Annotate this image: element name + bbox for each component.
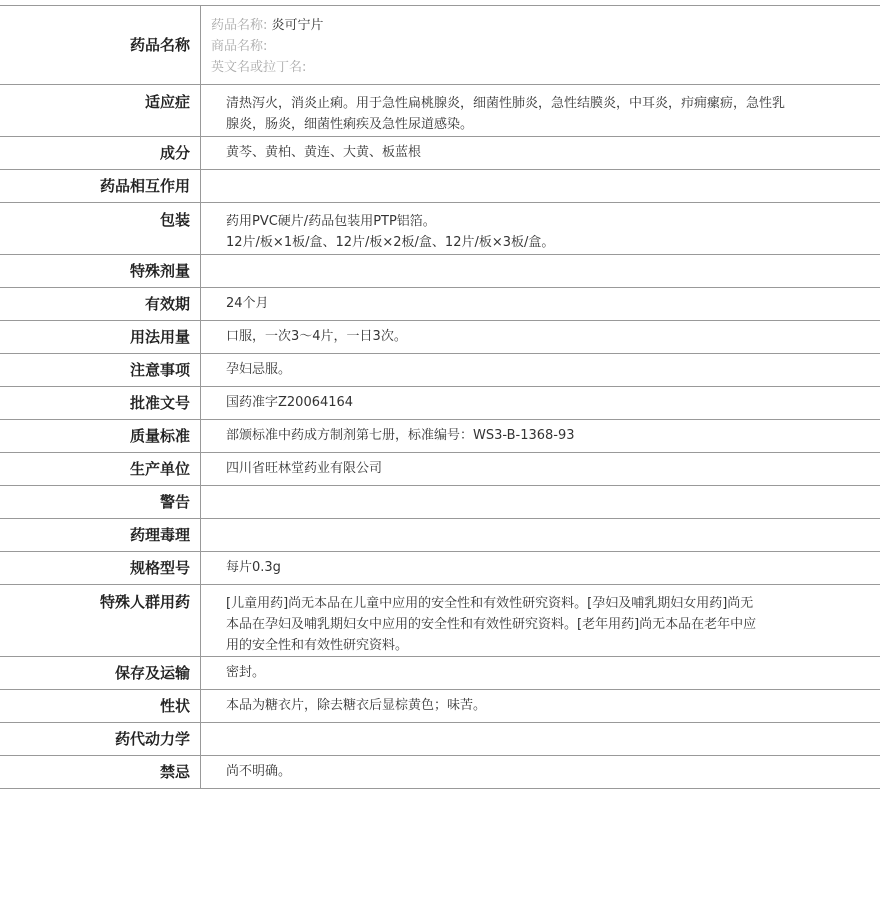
- row-usage: [0, 321, 880, 354]
- row-pharmacokinetics: [0, 723, 880, 756]
- label-cell: [0, 552, 201, 585]
- row-value: 每片0.3g: [226, 560, 281, 575]
- row-value: 口服，一次3～4片，一日3次。: [226, 329, 407, 344]
- label-cell: [0, 288, 201, 321]
- value-cell: [201, 690, 880, 723]
- label-cell: [0, 486, 201, 519]
- value-cell: [201, 486, 880, 519]
- row-description: [0, 690, 880, 723]
- row-label: 警告: [159, 493, 190, 511]
- row-value: 本品为糖衣片，除去糖衣后显棕黄色；味苦。: [226, 698, 487, 713]
- packaging-line-2: 12片/板×1板/盒、12片/板×2板/盒、12片/板×3板/盒。: [226, 235, 555, 250]
- row-value: [201, 486, 880, 491]
- row-label: 生产单位: [129, 460, 190, 478]
- label-cell: [0, 690, 201, 723]
- drug-spec-sheet: [0, 5, 880, 789]
- label-cell: [0, 137, 201, 170]
- label-cell: [0, 354, 201, 387]
- row-approval-number: [0, 387, 880, 420]
- row-value: [201, 255, 880, 260]
- drug-spec-table: [0, 5, 880, 789]
- label-cell: [0, 203, 201, 255]
- english-name-line: [211, 57, 870, 78]
- row-indications: [0, 85, 880, 137]
- row-value: 24个月: [226, 296, 269, 311]
- value-cell: [201, 552, 880, 585]
- row-value: [201, 170, 880, 175]
- label-cell: [0, 387, 201, 420]
- drug-name-key: 药品名称:: [211, 18, 268, 33]
- label-cell: [0, 6, 201, 85]
- row-value: 密封。: [226, 665, 266, 680]
- row-contraindications: [0, 756, 880, 789]
- label-cell: [0, 321, 201, 354]
- row-ingredients: [0, 137, 880, 170]
- drug-name-line: [211, 15, 870, 36]
- value-cell: [201, 420, 880, 453]
- value-cell: [201, 6, 880, 85]
- trade-name-line: [211, 36, 870, 57]
- row-warning: [0, 486, 880, 519]
- row-precautions: [0, 354, 880, 387]
- label-cell: [0, 85, 201, 137]
- row-label: 用法用量: [129, 328, 190, 346]
- row-label: 质量标准: [129, 427, 190, 445]
- value-cell: [201, 85, 880, 137]
- row-pharmacology: [0, 519, 880, 552]
- value-cell: [201, 255, 880, 288]
- row-value: 清热泻火，消炎止痢。用于急性扁桃腺炎，细菌性肺炎，急性结膜炎，中耳炎，疖痈瘰疬，急性乳腺炎，肠炎，细菌性痢疾及急性尿道感染。: [226, 96, 786, 132]
- packaging-line-1: 药用PVC硬片/药品包装用PTP铝箔。: [226, 214, 436, 229]
- row-interactions: [0, 170, 880, 203]
- row-storage: [0, 657, 880, 690]
- value-cell: [201, 519, 880, 552]
- row-label: 药品相互作用: [99, 177, 190, 195]
- value-cell: [201, 756, 880, 789]
- row-value: 四川省旺林堂药业有限公司: [226, 461, 383, 476]
- value-cell: [201, 354, 880, 387]
- value-cell: [201, 585, 880, 657]
- label-cell: [0, 723, 201, 756]
- drug-name-block: [201, 6, 880, 84]
- row-label: 药代动力学: [114, 730, 190, 748]
- label-cell: [0, 453, 201, 486]
- row-special-dosage: [0, 255, 880, 288]
- row-value: [201, 519, 880, 524]
- value-cell: [201, 170, 880, 203]
- value-cell: [201, 288, 880, 321]
- row-value: 部颁标准中药成方制剂第七册，标准编号：WS3-B-1368-93: [226, 428, 575, 443]
- row-value: [201, 723, 880, 728]
- row-label: 有效期: [144, 295, 190, 313]
- row-manufacturer: [0, 453, 880, 486]
- trade-name-key: 商品名称:: [211, 39, 268, 54]
- value-cell: [201, 203, 880, 255]
- row-label: 注意事项: [129, 361, 190, 379]
- row-label: 规格型号: [129, 559, 190, 577]
- label-cell: [0, 585, 201, 657]
- value-cell: [201, 137, 880, 170]
- row-label: 适应症: [144, 93, 190, 111]
- row-label: 禁忌: [159, 763, 190, 781]
- row-value: 黄芩、黄柏、黄连、大黄、板蓝根: [226, 145, 422, 160]
- label-cell: [0, 756, 201, 789]
- label-cell: [0, 420, 201, 453]
- row-label: 特殊人群用药: [99, 593, 190, 611]
- row-label: 药理毒理: [129, 526, 190, 544]
- value-cell: [201, 723, 880, 756]
- row-drug-name: [0, 6, 880, 85]
- row-value: 孕妇忌服。: [226, 362, 292, 377]
- row-shelf-life: [0, 288, 880, 321]
- row-label: 包装: [159, 211, 190, 229]
- row-label: 特殊剂量: [129, 262, 190, 280]
- row-label: 成分: [159, 144, 190, 162]
- value-cell: [201, 387, 880, 420]
- label-cell: [0, 170, 201, 203]
- row-value: [201, 203, 880, 253]
- row-special-populations: [0, 585, 880, 657]
- row-quality-standard: [0, 420, 880, 453]
- row-label: 保存及运输: [114, 664, 190, 682]
- row-label: 药品名称: [129, 36, 190, 54]
- drug-name-value: 炎可宁片: [271, 18, 324, 33]
- row-packaging: [0, 203, 880, 255]
- row-label: 批准文号: [129, 394, 190, 412]
- row-specification: [0, 552, 880, 585]
- value-cell: [201, 321, 880, 354]
- value-cell: [201, 453, 880, 486]
- row-value: 尚不明确。: [226, 764, 292, 779]
- row-label: 性状: [159, 697, 190, 715]
- row-value: 国药准字Z20064164: [226, 395, 354, 410]
- label-cell: [0, 255, 201, 288]
- label-cell: [0, 657, 201, 690]
- value-cell: [201, 657, 880, 690]
- english-name-key: 英文名或拉丁名:: [211, 60, 307, 75]
- label-cell: [0, 519, 201, 552]
- row-value: [儿童用药]尚无本品在儿童中应用的安全性和有效性研究资料。[孕妇及哺乳期妇女用药]尚无本品在孕妇及哺乳期妇女中应用的安全性和有效性研究资料。[老年用药]尚无本品在老年中应用的安全性和有效性研究资料。: [226, 596, 757, 653]
